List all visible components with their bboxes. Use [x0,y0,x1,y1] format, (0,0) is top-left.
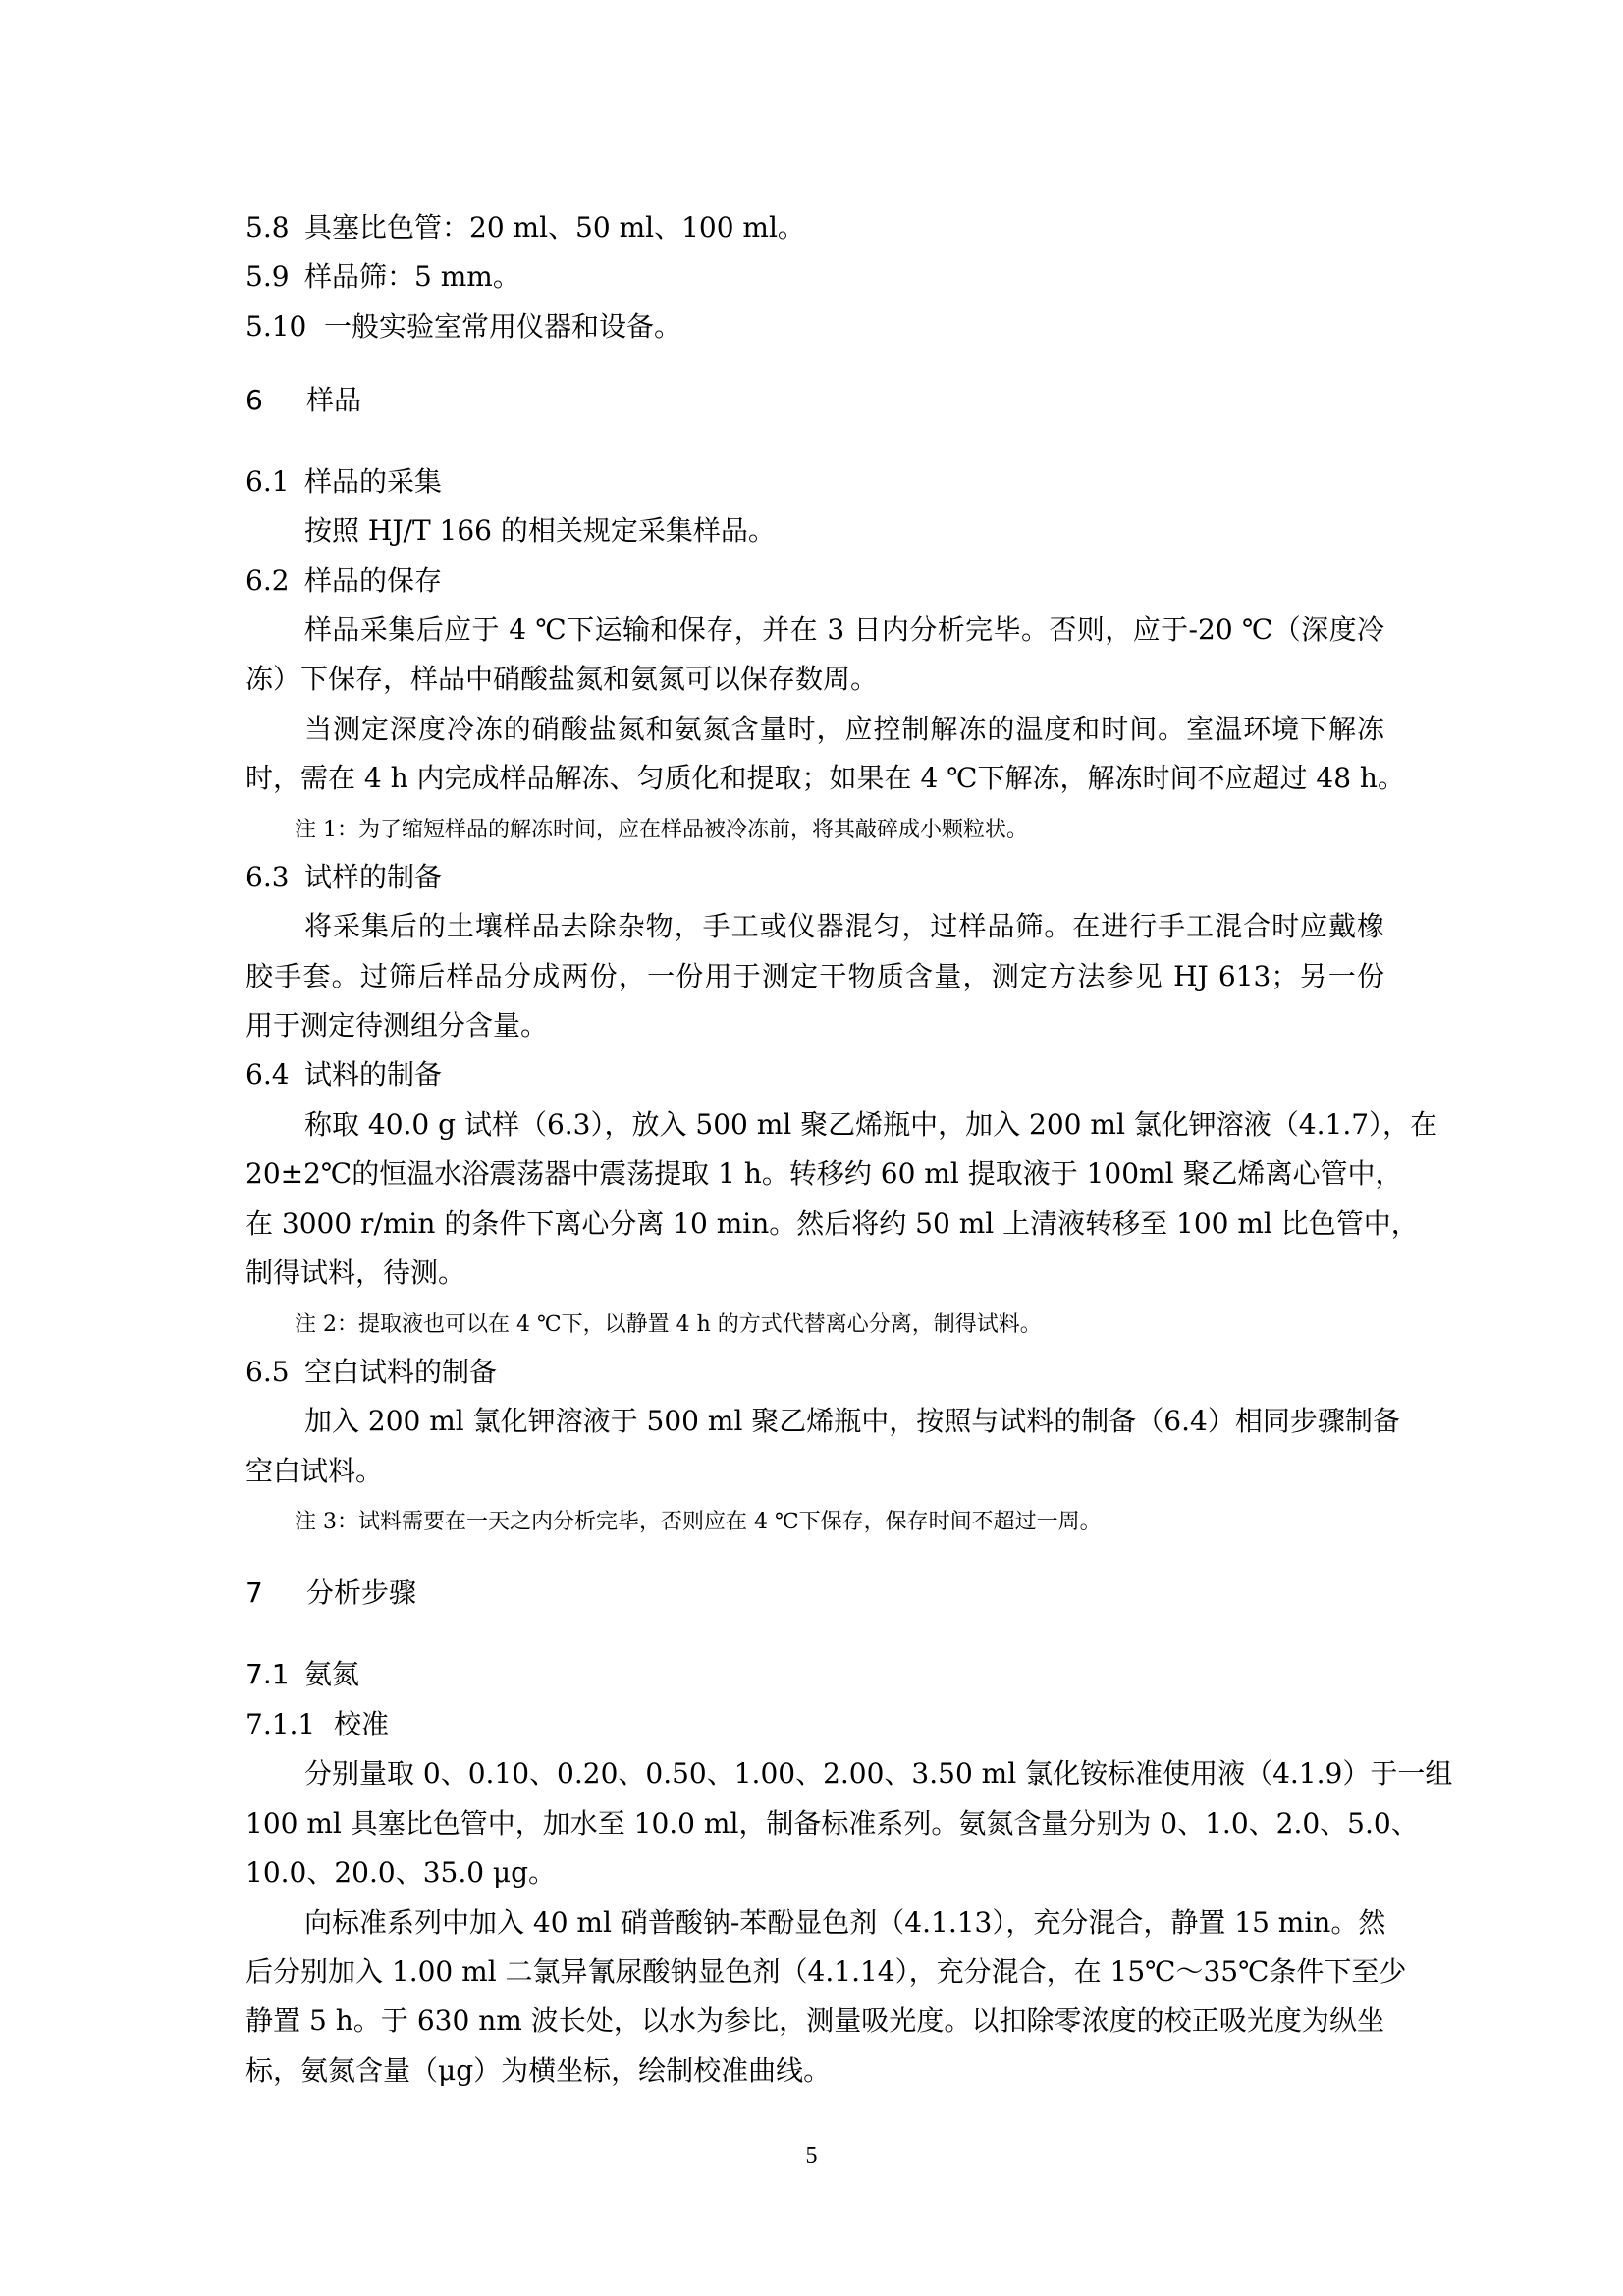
paragraph-line: 制得试料，待测。 [245,1256,466,1289]
subsection-title: 空白试料的制备 [304,1356,498,1388]
paragraph-line: 20±2℃的恒温水浴震荡器中震荡提取 1 h。转移约 60 ml 提取液于 100ml 聚乙烯离心管中， [245,1157,1403,1190]
item-5-8 [245,208,805,247]
paragraph-line: 将采集后的土壤样品去除杂物，手工或仪器混匀，过样品筛。在进行手工混合时应戴橡 [304,910,1384,942]
subsection-heading-7-1-1 [245,1705,389,1744]
item-text: 具塞比色管：20 ml、50 ml、100 ml。 [304,211,805,243]
paragraph-line: 后分别加入 1.00 ml 二氯异氰尿酸钠显色剂（4.1.14），充分混合，在 15℃～35℃条件下至少 [245,1955,1407,1988]
subsection-title: 氨氮 [304,1658,360,1690]
subsection-heading-7-1 [245,1655,359,1694]
item-text: 样品筛：5 mm。 [304,260,520,293]
note-1: 注 1：为了缩短样品的解冻时间，应在样品被冷冻前，将其敲碎成小颗粒状。 [295,818,1028,842]
item-number: 5.8 [245,211,290,243]
section-title: 分析步骤 [306,1576,417,1609]
item-number: 5.9 [245,260,290,293]
subsection-heading-6-4 [245,1055,442,1095]
page-number: 5 [805,2143,818,2168]
subsection-number: 6.5 [245,1356,290,1388]
subsection-number: 6.1 [245,465,290,498]
section-heading-6 [245,381,361,420]
paragraph-line: 时，需在 4 h 内完成样品解冻、匀质化和提取；如果在 4 ℃下解冻，解冻时间不应超过 48 h。 [245,762,1405,794]
paragraph-line: 向标准系列中加入 40 ml 硝普酸钠-苯酚显色剂（4.1.13），充分混合，静置 15 min。然 [304,1906,1386,1939]
subsection-heading-6-1 [245,462,442,502]
subsection-title: 校准 [334,1708,390,1740]
paragraph-line: 当测定深度冷冻的硝酸盐氮和氨氮含量时，应控制解冻的温度和时间。室温环境下解冻 [304,713,1384,745]
paragraph-line: 空白试料。 [245,1455,384,1487]
item-5-9 [245,257,520,296]
paragraph-line: 100 ml 具塞比色管中，加水至 10.0 ml，制备标准系列。氨氮含量分别为 0、1.0、2.0、5.0、 [245,1807,1419,1840]
section-heading-7 [245,1574,416,1613]
paragraph-line: 加入 200 ml 氯化钾溶液于 500 ml 聚乙烯瓶中，按照与试料的制备（6.4）相同步骤制备 [304,1405,1400,1437]
paragraph-line: 分别量取 0、0.10、0.20、0.50、1.00、2.00、3.50 ml 氯化铵标准使用液（4.1.9）于一组 [304,1757,1453,1789]
paragraph-line: 用于测定待测组分含量。 [245,1009,549,1041]
subsection-number: 7.1 [245,1658,290,1690]
paragraph-line: 按照 HJ/T 166 的相关规定采集样品。 [304,514,776,547]
subsection-heading-6-3 [245,858,442,897]
subsection-title: 样品的保存 [304,564,443,597]
item-number: 5.10 [245,310,307,343]
section-title: 样品 [306,384,362,416]
paragraph-line: 静置 5 h。于 630 nm 波长处，以水为参比，测量吸光度。以扣除零浓度的校正吸光度为纵坐 [245,2004,1384,2037]
paragraph-line: 冻）下保存，样品中硝酸盐氮和氨氮可以保存数周。 [245,663,879,695]
subsection-title: 试料的制备 [304,1058,443,1091]
item-text: 一般实验室常用仪器和设备。 [324,310,682,343]
paragraph-line: 样品采集后应于 4 ℃下运输和保存，并在 3 日内分析完毕。否则，应于-20 ℃（深度冷 [304,614,1384,646]
note-2: 注 2：提取液也可以在 4 ℃下，以静置 4 h 的方式代替离心分离，制得试料。 [295,1312,1042,1337]
subsection-title: 样品的采集 [304,465,443,498]
note-3: 注 3：试料需要在一天之内分析完毕，否则应在 4 ℃下保存，保存时间不超过一周。 [295,1510,1102,1534]
subsection-number: 6.4 [245,1058,290,1091]
section-number: 7 [245,1576,263,1609]
subsection-title: 试样的制备 [304,861,443,893]
subsection-number: 7.1.1 [245,1708,316,1740]
paragraph-line: 称取 40.0 g 试样（6.3），放入 500 ml 聚乙烯瓶中，加入 200 ml 氯化钾溶液（4.1.7），在 [304,1108,1438,1141]
subsection-heading-6-2 [245,561,442,601]
item-5-10 [245,307,681,347]
subsection-number: 6.2 [245,564,290,597]
subsection-number: 6.3 [245,861,290,893]
paragraph-line: 在 3000 r/min 的条件下离心分离 10 min。然后将约 50 ml 上清液转移至 100 ml 比色管中， [245,1207,1419,1240]
paragraph-line: 胶手套。过筛后样品分成两份，一份用于测定干物质含量，测定方法参见 HJ 613；另一份 [245,960,1384,992]
paragraph-line: 标，氨氮含量（μg）为横坐标，绘制校准曲线。 [245,2055,832,2087]
section-number: 6 [245,384,263,416]
paragraph-line: 10.0、20.0、35.0 μg。 [245,1856,557,1889]
subsection-heading-6-5 [245,1353,497,1392]
